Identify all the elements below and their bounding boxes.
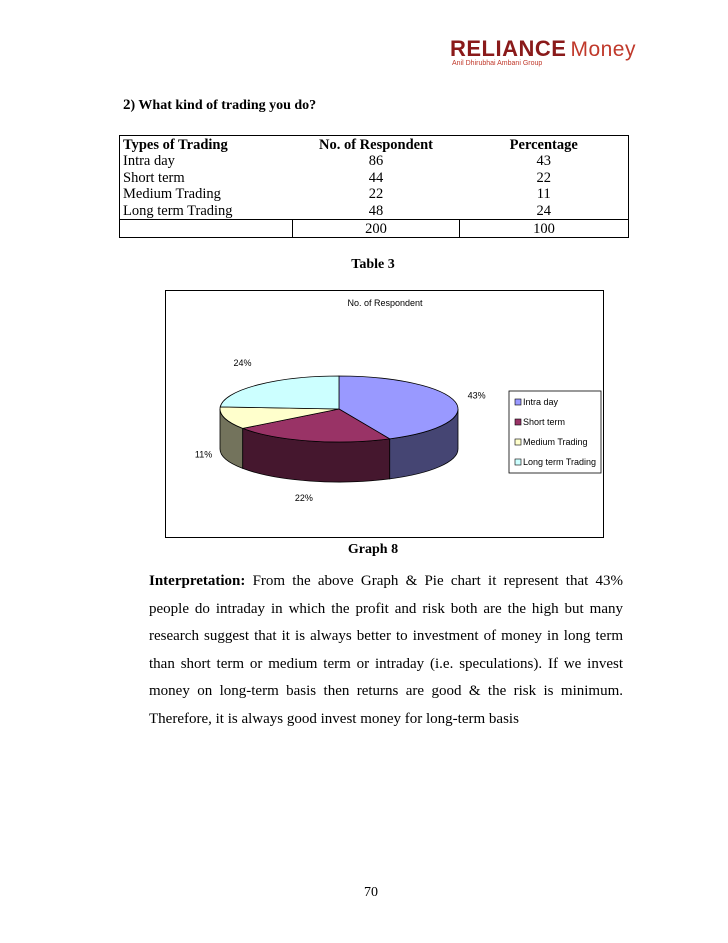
- table-cell: Long term Trading: [123, 203, 233, 220]
- logo-word: RELIANCE: [450, 36, 567, 61]
- table-cell: Medium Trading: [123, 186, 221, 203]
- table-row: [120, 153, 629, 170]
- table-caption: Table 3: [351, 257, 395, 272]
- trading-types-table: [119, 135, 629, 238]
- pie-chart: [165, 290, 604, 538]
- logo-subtitle: Anil Dhirubhai Ambani Group: [452, 60, 543, 67]
- table-cell: 22: [536, 169, 551, 186]
- legend-label: Medium Trading: [523, 437, 588, 447]
- reliance-money-logo: [450, 36, 636, 70]
- table-total-row: [120, 220, 629, 238]
- table-header-cell: Types of Trading: [123, 136, 228, 153]
- logo-wordmark: [450, 36, 636, 62]
- table-cell: 11: [536, 186, 551, 203]
- table-cell: 22: [368, 186, 384, 203]
- data-label: 43%: [467, 390, 486, 401]
- interpretation-label: Interpretation:: [149, 573, 246, 589]
- legend-label: Short term: [523, 417, 566, 427]
- table-cell: 24: [536, 203, 551, 220]
- table-total-cell: 100: [460, 220, 629, 238]
- data-label: 11%: [194, 449, 213, 460]
- graph-caption: Graph 8: [347, 542, 399, 557]
- question-text: ) What kind of trading you do?: [130, 98, 317, 113]
- table-row: [120, 170, 629, 187]
- chart-title: No. of Respondent: [347, 298, 423, 308]
- legend-swatch: [515, 459, 521, 465]
- interpretation-paragraph: [149, 568, 623, 733]
- legend-swatch: [515, 419, 521, 425]
- table-total-cell: [120, 220, 293, 238]
- table-header-cell: Percentage: [509, 136, 578, 153]
- page-number: 70: [364, 885, 378, 900]
- logo-money: Money: [570, 38, 636, 61]
- table-cell: 86: [368, 153, 384, 170]
- table-total-cell: 200: [293, 220, 460, 238]
- question-heading: [123, 97, 316, 114]
- legend-swatch: [515, 399, 521, 405]
- table-row: [120, 186, 629, 203]
- table-cell: 48: [368, 203, 384, 220]
- table-cell: 43: [536, 153, 551, 170]
- table-cell: Short term: [123, 169, 185, 186]
- data-label: 24%: [233, 358, 252, 369]
- legend-label: Long term Trading: [523, 457, 597, 467]
- interpretation-text: From the above Graph & Pie chart it represent that 43% people do intraday in which the profit and risk both are the high but many research suggest that it is always better to investment of money in long term than short term or medium term or intraday (i.e. speculations). If we invest money on long-term basis then returns are good & the risk is minimum. Therefore, it is always good invest money for long-term basis: [149, 573, 623, 727]
- table-cell: 44: [368, 169, 384, 186]
- data-label: 22%: [294, 493, 313, 504]
- legend-label: Intra day: [523, 397, 559, 407]
- pie-slice-3: [220, 376, 339, 409]
- table-row: [120, 203, 629, 220]
- legend-swatch: [515, 439, 521, 445]
- table-header-row: [120, 136, 629, 154]
- question-number: 2: [123, 97, 131, 113]
- table-header-cell: No. of Respondent: [319, 136, 433, 153]
- pie-chart-svg: [166, 291, 605, 539]
- table-cell: Intra day: [123, 153, 175, 170]
